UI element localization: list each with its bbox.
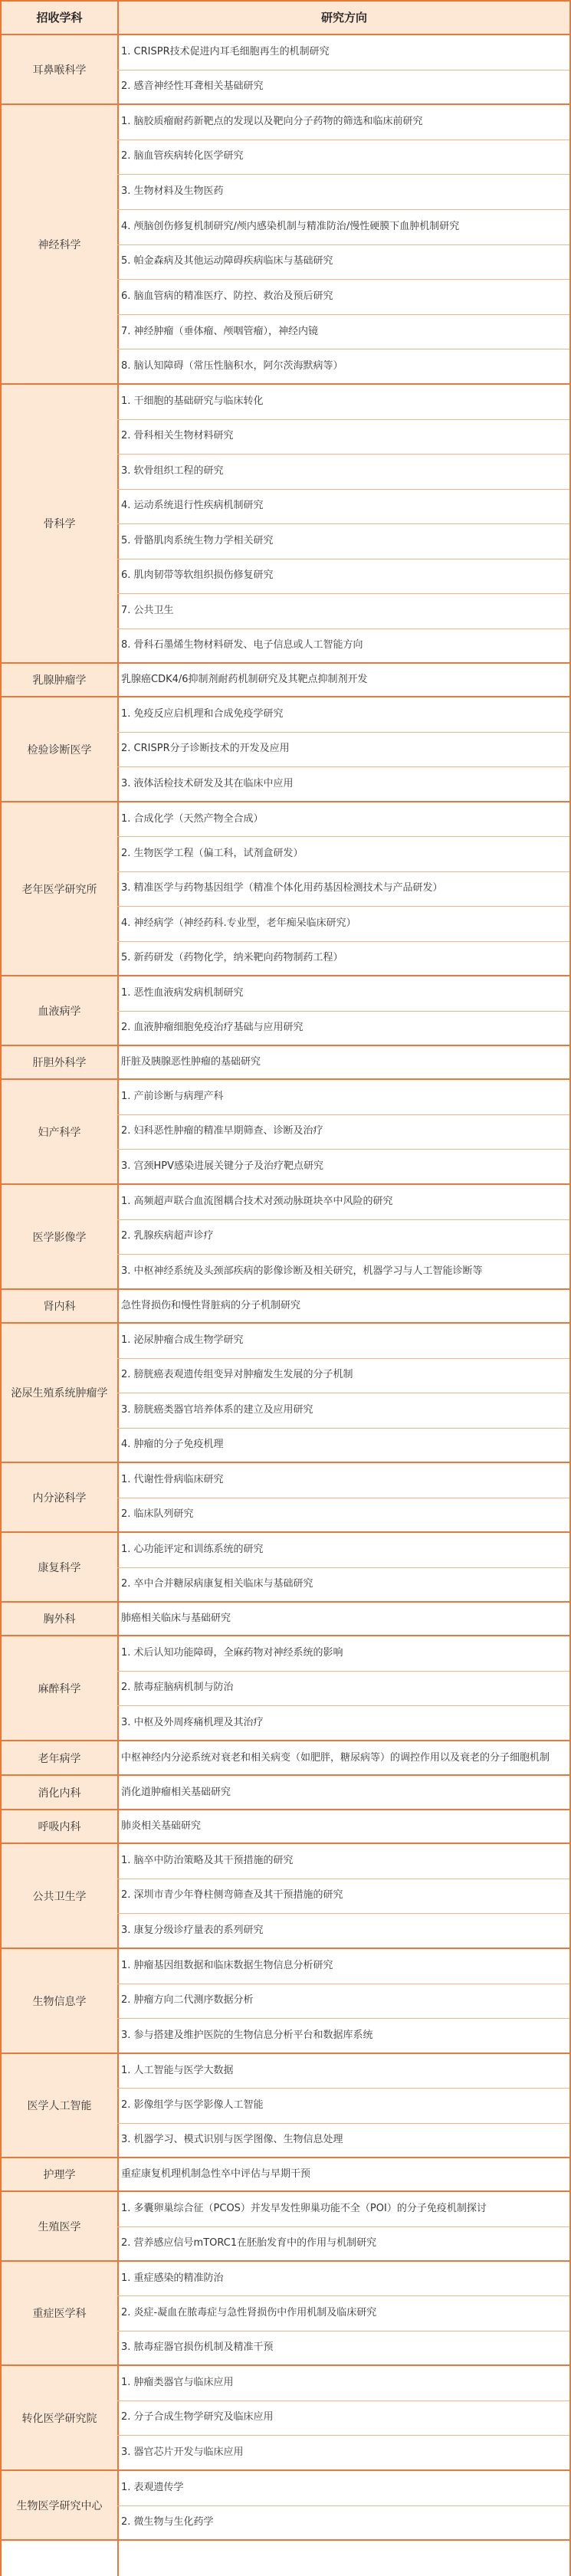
direction-item: 1. 术后认知功能障碍，全麻药物对神经系统的影响: [121, 1646, 343, 1659]
direction-item: 8. 骨科石墨烯生物材料研发、电子信息或人工智能方向: [121, 639, 363, 651]
direction-item: 2. 生物医学工程（偏工科，试剂盒研发）: [121, 848, 304, 860]
subject-cell: 骨科学: [2, 385, 117, 662]
subject-cell: 老年病学: [2, 1741, 117, 1774]
direction-item: 2. 深圳市青少年脊柱侧弯筛查及其干预措施的研究: [121, 1889, 343, 1902]
header-subject: 招收学科: [2, 0, 117, 34]
direction-item: 8. 脑认知障碍（常压性脑积水，阿尔茨海默病等）: [121, 360, 343, 372]
subject-cell: 泌尿生殖系统肿瘤学: [2, 1324, 117, 1462]
direction-item: 3. 中枢神经系统及头颈部疾病的影像诊断及相关研究，机器学习与人工智能诊断等: [121, 1265, 483, 1278]
direction-item: 3. 液体活检技术研发及其在临床中应用: [121, 778, 294, 790]
direction-item: 肺炎相关基础研究: [121, 1820, 202, 1832]
direction-item: 1. 合成化学（天然产物全合成）: [121, 812, 264, 825]
subject-cell: 肝胆外科学: [2, 1046, 117, 1078]
subject-cell: 神经科学: [2, 105, 117, 383]
direction-item: 2. 脓毒症脑病机制与防治: [121, 1682, 234, 1694]
subject-cell: 医学影像学: [2, 1185, 117, 1288]
subject-cell: 重症医学科: [2, 2262, 117, 2364]
direction-item: 2. 临床队列研究: [121, 1508, 194, 1521]
direction-item: 1. 恶性血液病发病机制研究: [121, 986, 244, 999]
subject-cell: 康复科学: [2, 1533, 117, 1601]
direction-item: 6. 脑血管病的精准医疗、防控、救治及预后研究: [121, 290, 333, 302]
direction-item: 1. 免疫反应启机理和合成免疫学研究: [121, 707, 284, 720]
direction-item: 4. 肿瘤的分子免疫机理: [121, 1439, 224, 1451]
direction-item: 4. 神经病学（神经药科.专业型，老年痴呆临床研究）: [121, 917, 356, 929]
subject-cell: 护理学: [2, 2158, 117, 2190]
direction-item: 2. 炎症-凝血在脓毒症与急性肾损伤中作用机制及临床研究: [121, 2306, 377, 2318]
direction-item: 5. 帕金森病及其他运动障碍疾病临床与基础研究: [121, 255, 333, 267]
direction-item: 3. 参与搭建及维护医院的生物信息分析平台和数据库系统: [121, 2030, 373, 2042]
direction-item: 3. 膀胱癌类器官培养体系的建立及应用研究: [121, 1403, 313, 1416]
subject-cell: 胸外科: [2, 1603, 117, 1635]
subject-cell: 乳腺肿瘤学: [2, 664, 117, 696]
subject-cell: 麻醉科学: [2, 1636, 117, 1740]
direction-item: 2. 血液肿瘤细胞免疫治疗基础与应用研究: [121, 1022, 304, 1034]
direction-item: 1. 多囊卵巢综合征（PCOS）并发早发性卵巢功能不全（POI）的分子免疫机制探讨: [121, 2202, 487, 2214]
subject-cell: 公共卫生学: [2, 1844, 117, 1948]
row-border: [0, 2539, 571, 2541]
direction-item: 1. 代谢性骨病临床研究: [121, 1473, 224, 1485]
direction-item: 2. 卒中合并糖尿病康复相关临床与基础研究: [121, 1578, 313, 1590]
direction-item: 1. 脑卒中防治策略及其干预措施的研究: [121, 1854, 294, 1866]
subject-cell: 生殖医学: [2, 2192, 117, 2260]
direction-item: 肺癌相关临床与基础研究: [121, 1613, 231, 1624]
subject-cell: 耳鼻喉科学: [2, 35, 117, 103]
direction-item: 3. 器官芯片开发与临床应用: [121, 2446, 244, 2459]
subject-cell: 老年医学研究所: [2, 802, 117, 975]
direction-item: 4. 运动系统退行性疾病机制研究: [121, 500, 264, 512]
direction-item: 3. 宫颈HPV感染进展关键分子及治疗靶点研究: [121, 1160, 324, 1173]
direction-item: 5. 骨骼肌肉系统生物力学相关研究: [121, 534, 274, 546]
direction-item: 2. 肿瘤方向二代测序数据分析: [121, 1994, 254, 2007]
direction-item: 2. 微生物与生化药学: [121, 2516, 214, 2528]
direction-item: 3. 中枢及外周疼痛机理及其治疗: [121, 1717, 264, 1729]
subject-cell: 生物医学研究中心: [2, 2471, 117, 2539]
direction-item: 2. CRISPR分子诊断技术的开发及应用: [121, 743, 290, 755]
direction-item: 1. 泌尿肿瘤合成生物学研究: [121, 1334, 244, 1346]
direction-item: 1. 人工智能与医学大数据: [121, 2064, 234, 2076]
direction-item: 消化道肿瘤相关基础研究: [121, 1786, 231, 1798]
direction-item: 3. 康复分级诊疗量表的系列研究: [121, 1925, 264, 1937]
direction-item: 7. 神经肿瘤（垂体瘤、颅咽管瘤），神经内镜: [121, 325, 319, 337]
direction-item: 肝脏及胰腺恶性肿瘤的基础研究: [121, 1056, 261, 1068]
row-border: [0, 0, 571, 2]
direction-item: 中枢神经内分泌系统对衰老和相关病变（如肥胖，糖尿病等）的调控作用以及衰老的分子细胞机制: [121, 1751, 550, 1764]
direction-item: 1. 表观遗传学: [121, 2481, 184, 2493]
subject-cell: 妇产科学: [2, 1080, 117, 1183]
direction-item: 2. 膀胱癌表观遗传组变异对肿瘤发生发展的分子机制: [121, 1369, 353, 1381]
direction-item: 2. 分子合成生物学研究及临床应用: [121, 2411, 274, 2423]
direction-item: 3. 脓毒症器官损伤机制及精准干预: [121, 2341, 274, 2354]
subject-cell: 内分泌科学: [2, 1463, 117, 1531]
direction-item: 1. 高频超声联合血流图耦合技术对颈动脉斑块卒中风险的研究: [121, 1195, 393, 1207]
direction-item: 2. 乳腺疾病超声诊疗: [121, 1230, 214, 1242]
direction-item: 乳腺癌CDK4/6抑制剂耐药机制研究及其靶点抑制剂开发: [121, 674, 368, 685]
header-direction: 研究方向: [119, 0, 569, 34]
direction-item: 1. 肿瘤类器官与临床应用: [121, 2376, 234, 2388]
direction-item: 急性肾损伤和慢性肾脏病的分子机制研究: [121, 1300, 301, 1311]
direction-item: 2. 感音神经性耳聋相关基础研究: [121, 80, 264, 93]
direction-item: 3. 软骨组织工程的研究: [121, 464, 224, 477]
direction-item: 3. 精准医学与药物基因组学（精准个体化用药基因检测技术与产品研发）: [121, 882, 443, 894]
direction-item: 1. 心功能评定和训练系统的研究: [121, 1543, 264, 1555]
direction-item: 1. CRISPR技术促进内耳毛细胞再生的机制研究: [121, 45, 330, 57]
direction-item: 1. 重症感染的精准防治: [121, 2272, 224, 2284]
direction-item: 5. 新药研发（药物化学，纳米靶向药物制药工程）: [121, 952, 343, 964]
direction-item: 2. 骨科相关生物材料研究: [121, 430, 234, 442]
direction-item: 2. 影像组学与医学影像人工智能: [121, 2099, 264, 2111]
direction-item: 7. 公共卫生: [121, 604, 174, 616]
direction-item: 1. 产前诊断与病理产科: [121, 1090, 224, 1102]
subject-cell: 生物信息学: [2, 1949, 117, 2053]
direction-item: 1. 脑胶质瘤耐药新靶点的发现以及靶向分子药物的筛选和临床前研究: [121, 115, 423, 127]
direction-item: 2. 妇科恶性肿瘤的精准早期筛查、诊断及治疗: [121, 1125, 323, 1137]
direction-item: 1. 肿瘤基因组数据和临床数据生物信息分析研究: [121, 1959, 333, 1971]
direction-item: 2. 脑血管疾病转化医学研究: [121, 150, 244, 162]
direction-item: 重症康复机理机制急性卒中评估与早期干预: [121, 2168, 311, 2180]
subject-cell: 血液病学: [2, 976, 117, 1045]
subject-cell: 呼吸内科: [2, 1810, 117, 1843]
subject-cell: 消化内科: [2, 1776, 117, 1809]
direction-item: 4. 颅脑创伤修复机制研究/颅内感染机制与精准防治/慢性硬膜下血肿机制研究: [121, 220, 460, 232]
direction-item: 1. 干细胞的基础研究与临床转化: [121, 395, 264, 407]
subject-cell: 检验诊断医学: [2, 697, 117, 801]
direction-item: 3. 生物材料及生物医药: [121, 185, 224, 198]
subject-cell: 转化医学研究院: [2, 2366, 117, 2469]
direction-item: 3. 机器学习、模式识别与医学图像、生物信息处理: [121, 2134, 343, 2146]
direction-item: 6. 肌肉韧带等软组织损伤修复研究: [121, 569, 274, 582]
direction-item: 2. 营养感应信号mTORC1在胚胎发育中的作用与机制研究: [121, 2237, 377, 2249]
subject-cell: 医学人工智能: [2, 2054, 117, 2157]
subject-cell: 肾内科: [2, 1290, 117, 1322]
